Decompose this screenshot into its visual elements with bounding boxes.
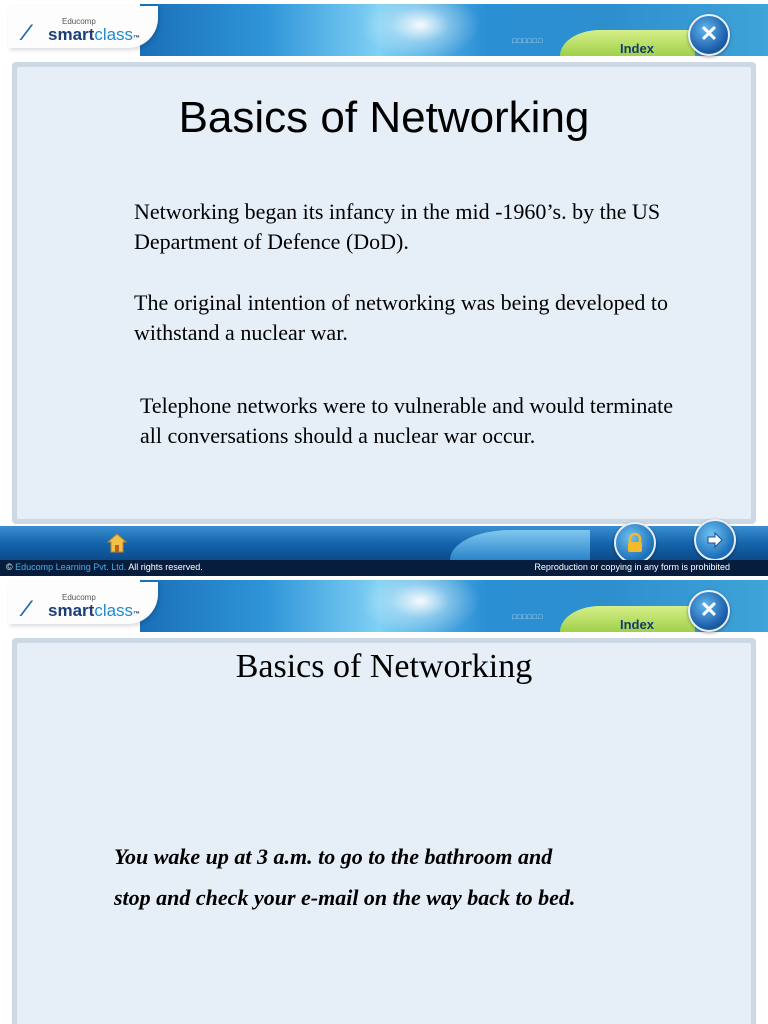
lock-icon (625, 532, 645, 554)
index-link[interactable]: Index (620, 617, 654, 632)
content-panel-inner (17, 643, 751, 1024)
logo-class: class (94, 25, 134, 44)
close-button[interactable] (688, 14, 730, 56)
logo-company: Educomp (62, 17, 96, 26)
logo-company: Educomp (62, 593, 96, 602)
copyright-rights: All rights reserved. (128, 562, 203, 572)
copyright-left (6, 562, 203, 572)
header-decoration: □□□□□□ (512, 38, 544, 46)
paragraph-2: The original intention of networking was being developed to withstand a nuclear war. (134, 290, 668, 345)
home-icon[interactable] (106, 532, 128, 554)
copyright-notice: Reproduction or copying in any form is prohibited (534, 562, 730, 572)
header (0, 576, 768, 638)
header (0, 0, 768, 62)
close-button[interactable] (688, 590, 730, 632)
slide-2 (0, 576, 768, 1024)
paragraph-3: Telephone networks were to vulnerable and would terminate all conversations should a nuclear war occur. (140, 393, 673, 448)
logo-swoosh-icon: ⁄ (24, 20, 28, 45)
next-arrow-icon (705, 530, 725, 550)
slide-title: Basics of Networking (235, 648, 533, 685)
close-icon: ✕ (699, 597, 719, 622)
index-link[interactable]: Index (620, 41, 654, 56)
copyright-strip (0, 560, 768, 576)
header-glow (360, 576, 480, 636)
logo-smart: smart (48, 25, 95, 44)
logo-tm: ™ (133, 35, 141, 42)
quote-text (114, 836, 714, 918)
smartclass-logo (8, 6, 158, 48)
logo-tm: ™ (133, 611, 141, 618)
lock-button[interactable] (614, 522, 656, 564)
copyright-company[interactable]: Educomp Learning Pvt. Ltd. (15, 562, 127, 572)
quote-line-1: You wake up at 3 a.m. to go to the bathroom and (114, 844, 553, 869)
paragraph-1: Networking began its infancy in the mid -1960’s. by the US Department of Defence (DoD). (134, 199, 661, 254)
logo-swoosh-icon: ⁄ (24, 596, 28, 621)
close-icon: ✕ (699, 21, 719, 46)
copyright-symbol: © (6, 562, 13, 572)
slide-title: Basics of Networking (178, 93, 590, 142)
content-panel (12, 638, 756, 1024)
header-decoration: □□□□□□ (512, 614, 544, 622)
smartclass-logo (8, 582, 158, 624)
logo-class: class (94, 601, 134, 620)
next-button[interactable] (694, 519, 736, 561)
logo-brand (48, 25, 140, 45)
logo-brand (48, 601, 140, 621)
logo-smart: smart (48, 601, 95, 620)
quote-line-2: stop and check your e-mail on the way back to bed. (114, 885, 576, 910)
header-glow (360, 0, 480, 60)
